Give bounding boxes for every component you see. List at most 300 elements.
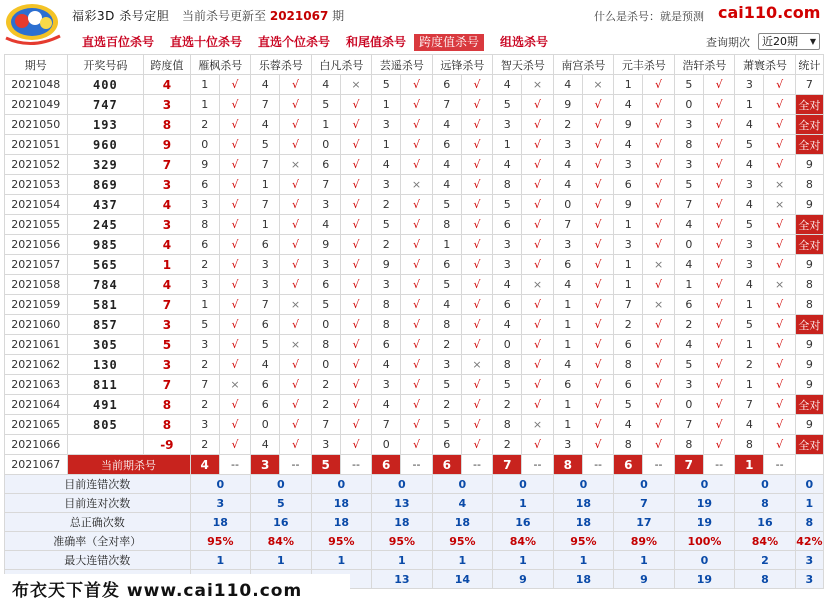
check-icon: √ [582,275,613,295]
current-kill-number: 8 [553,455,582,475]
span-value-cell: 4 [144,235,190,255]
column-header: 跨度值 [144,55,190,75]
kill-number-cell: 7 [190,375,219,395]
correct-count-cell: 7 [795,75,823,95]
stats-value: 84% [735,532,796,551]
kill-number-cell: 4 [432,175,461,195]
kill-number-cell: 7 [735,395,764,415]
kill-number-cell: 2 [190,355,219,375]
table-row [5,175,824,195]
kill-number-cell: 4 [553,75,582,95]
kill-number-cell: 5 [372,75,401,95]
check-icon: √ [643,315,674,335]
current-kill-number: 3 [251,455,280,475]
kill-number-cell: 4 [493,155,522,175]
check-icon: √ [643,155,674,175]
kill-number-cell: 2 [190,435,219,455]
nav-tab-3[interactable]: 和尾值杀号 [346,35,407,49]
check-icon: √ [461,375,492,395]
winning-number-cell: 805 [67,415,144,435]
all-correct-badge: 全对 [795,435,823,455]
check-icon: √ [703,235,734,255]
cross-icon: × [643,255,674,275]
check-icon: √ [643,415,674,435]
kill-number-cell: 6 [251,235,280,255]
column-header: 浩轩杀号 [674,55,735,75]
check-icon: √ [280,135,311,155]
kill-number-cell: 5 [735,215,764,235]
check-icon: √ [280,175,311,195]
stats-value: 16 [251,513,312,532]
current-kill-number: 7 [493,455,522,475]
check-icon: √ [280,435,311,455]
kill-number-cell: 6 [493,215,522,235]
check-icon: √ [582,215,613,235]
stats-value: 19 [674,513,735,532]
check-icon: √ [340,395,371,415]
check-icon: √ [461,175,492,195]
kill-number-cell: 6 [553,255,582,275]
check-icon: √ [522,195,553,215]
stats-total: 3 [795,551,823,570]
kill-number-cell: 3 [432,355,461,375]
kill-number-cell: 6 [432,435,461,455]
check-icon: √ [582,95,613,115]
stats-total: 8 [795,513,823,532]
kill-number-cell: 5 [614,395,643,415]
check-icon: √ [401,295,432,315]
kill-number-cell: 3 [251,275,280,295]
kill-number-cell: 4 [614,135,643,155]
stats-value: 1 [251,551,312,570]
column-header: 元丰杀号 [614,55,675,75]
check-icon: √ [764,215,795,235]
table-row [5,75,824,95]
check-icon: √ [340,135,371,155]
nav-tab-4[interactable]: 跨度值杀号 [414,34,484,51]
winning-number-cell: 581 [67,295,144,315]
span-value-cell: -9 [144,435,190,455]
kill-number-cell: 7 [674,195,703,215]
stats-value: 0 [190,475,251,494]
cross-icon: × [219,375,250,395]
stats-value: 18 [311,513,372,532]
kill-number-cell: 8 [493,355,522,375]
stats-total: 42% [795,532,823,551]
table-row [5,435,824,455]
check-icon: √ [522,395,553,415]
check-icon: √ [401,155,432,175]
kill-number-cell: 8 [372,295,401,315]
check-icon: √ [764,375,795,395]
stats-value: 95% [432,532,493,551]
kill-number-cell: 6 [432,135,461,155]
stats-value: 18 [553,494,614,513]
kill-number-cell: 9 [372,255,401,275]
period-cell: 2021048 [5,75,68,95]
stats-value: 0 [735,475,796,494]
kill-number-cell: 0 [674,95,703,115]
kill-number-cell: 2 [190,255,219,275]
stats-value: 0 [311,475,372,494]
kill-number-cell: 3 [493,255,522,275]
stats-value: 89% [614,532,675,551]
check-icon: √ [461,275,492,295]
check-icon: √ [219,235,250,255]
table-row [5,195,824,215]
check-icon: √ [219,155,250,175]
check-icon: √ [340,175,371,195]
span-value-cell: 4 [144,75,190,95]
pending-mark: -- [643,455,674,475]
stats-total: 3 [795,570,823,589]
column-header: 南宫杀号 [553,55,614,75]
kill-number-cell: 7 [553,215,582,235]
column-header: 统计 [795,55,823,75]
check-icon: √ [643,275,674,295]
check-icon: √ [703,295,734,315]
period-cell: 2021055 [5,215,68,235]
kill-number-cell: 4 [735,195,764,215]
current-kill-row [5,455,824,475]
check-icon: √ [280,95,311,115]
kill-number-cell: 5 [432,195,461,215]
kill-number-cell: 2 [311,375,340,395]
check-icon: √ [401,75,432,95]
kill-number-cell: 8 [614,435,643,455]
check-icon: √ [280,195,311,215]
check-icon: √ [764,235,795,255]
kill-number-cell: 6 [674,295,703,315]
check-icon: √ [280,355,311,375]
check-icon: √ [461,395,492,415]
check-icon: √ [280,75,311,95]
check-icon: √ [703,135,734,155]
current-kill-number: 7 [674,455,703,475]
check-icon: √ [582,335,613,355]
stats-value: 95% [190,532,251,551]
kill-number-cell: 3 [735,235,764,255]
kill-number-cell: 5 [311,295,340,315]
stats-label: 总正确次数 [5,513,191,532]
kill-number-cell: 4 [372,155,401,175]
kill-number-cell: 0 [493,335,522,355]
kill-number-cell: 0 [674,395,703,415]
period-cell: 2021067 [5,455,68,475]
check-icon: √ [461,115,492,135]
kill-number-cell: 7 [311,415,340,435]
stats-value: 1 [432,551,493,570]
table-row [5,115,824,135]
stats-value: 18 [553,513,614,532]
cross-icon: × [643,295,674,315]
stats-value: 7 [614,494,675,513]
stats-value: 8 [735,494,796,513]
stats-value: 1 [493,494,554,513]
check-icon: √ [582,235,613,255]
check-icon: √ [582,175,613,195]
kill-number-cell: 5 [372,215,401,235]
check-icon: √ [764,335,795,355]
check-icon: √ [219,115,250,135]
kill-number-cell: 7 [251,295,280,315]
period-select[interactable]: 近20期 ▼ [758,33,820,50]
stats-value: 19 [674,494,735,513]
kill-number-cell: 4 [251,75,280,95]
current-kill-number: 4 [190,455,219,475]
updated-period: 2021067 [269,9,329,23]
kill-number-cell: 6 [251,315,280,335]
kill-number-cell: 1 [614,255,643,275]
nav-tab-5[interactable]: 组选杀号 [500,35,549,49]
check-icon: √ [340,95,371,115]
check-icon: √ [340,375,371,395]
current-kill-number: 6 [432,455,461,475]
stats-value: 0 [432,475,493,494]
kill-number-cell: 2 [735,355,764,375]
correct-count-cell: 9 [795,335,823,355]
stats-value: 13 [372,570,433,589]
kill-number-cell: 4 [735,275,764,295]
nav-tab-1[interactable]: 直选十位杀号 [170,35,243,49]
check-icon: √ [280,275,311,295]
kill-number-cell: 2 [190,115,219,135]
check-icon: √ [703,275,734,295]
stats-value: 0 [251,475,312,494]
kill-number-cell: 5 [674,175,703,195]
check-icon: √ [582,155,613,175]
stats-value: 0 [674,475,735,494]
stats-total: 1 [795,494,823,513]
all-correct-badge: 全对 [795,235,823,255]
kill-number-cell: 3 [674,155,703,175]
period-label: 查询期次 [706,36,750,49]
kill-number-cell: 6 [493,295,522,315]
winning-number-cell: 437 [67,195,144,215]
kill-number-cell: 4 [674,335,703,355]
kill-number-cell: 4 [553,275,582,295]
kill-number-cell: 2 [674,315,703,335]
check-icon: √ [522,315,553,335]
period-cell: 2021059 [5,295,68,315]
check-icon: √ [522,375,553,395]
current-kill-number: 5 [311,455,340,475]
kill-number-cell: 1 [311,115,340,135]
kill-number-cell: 6 [614,175,643,195]
kill-number-cell: 8 [493,175,522,195]
kill-number-cell: 4 [614,95,643,115]
check-icon: √ [340,275,371,295]
kill-number-cell: 4 [251,115,280,135]
stats-value: 18 [372,513,433,532]
period-cell: 2021058 [5,275,68,295]
check-icon: √ [643,335,674,355]
kill-number-cell: 7 [251,155,280,175]
check-icon: √ [280,215,311,235]
period-cell: 2021057 [5,255,68,275]
kill-number-cell: 1 [553,295,582,315]
check-icon: √ [461,95,492,115]
pending-mark: -- [461,455,492,475]
check-icon: √ [219,255,250,275]
table-row [5,315,824,335]
kill-number-cell: 3 [251,255,280,275]
kill-number-cell: 0 [311,135,340,155]
kill-number-cell: 3 [735,255,764,275]
check-icon: √ [461,75,492,95]
span-value-cell: 8 [144,415,190,435]
kill-number-cell: 3 [311,255,340,275]
kill-number-cell: 8 [735,435,764,455]
kill-number-cell: 6 [190,235,219,255]
check-icon: √ [582,375,613,395]
check-icon: √ [219,75,250,95]
kill-number-cell: 6 [553,375,582,395]
period-cell: 2021064 [5,395,68,415]
correct-count-cell: 9 [795,155,823,175]
table-row [5,215,824,235]
check-icon: √ [703,355,734,375]
check-icon: √ [764,295,795,315]
stats-value: 18 [553,570,614,589]
kill-number-cell: 1 [553,395,582,415]
check-icon: √ [219,295,250,315]
check-icon: √ [401,255,432,275]
kill-number-cell: 5 [251,335,280,355]
cross-icon: × [401,175,432,195]
check-icon: √ [401,395,432,415]
period-cell: 2021052 [5,155,68,175]
check-icon: √ [461,335,492,355]
check-icon: √ [340,315,371,335]
kill-number-cell: 1 [614,215,643,235]
kill-number-cell: 8 [432,315,461,335]
stats-value: 8 [735,570,796,589]
check-icon: √ [522,255,553,275]
check-icon: √ [643,115,674,135]
span-value-cell: 8 [144,115,190,135]
kill-number-cell: 3 [372,275,401,295]
kill-number-cell: 0 [251,415,280,435]
span-value-cell: 7 [144,375,190,395]
winning-number-cell: 400 [67,75,144,95]
check-icon: √ [219,195,250,215]
span-value-cell: 3 [144,215,190,235]
table-row [5,335,824,355]
kill-number-cell: 9 [311,235,340,255]
check-icon: √ [340,255,371,275]
table-row [5,355,824,375]
kill-number-cell: 3 [372,375,401,395]
winning-number-cell: 130 [67,355,144,375]
stats-value: 2 [735,551,796,570]
check-icon: √ [219,175,250,195]
span-value-cell: 3 [144,315,190,335]
check-icon: √ [340,355,371,375]
check-icon: √ [582,355,613,375]
check-icon: √ [219,435,250,455]
kill-number-cell: 8 [372,315,401,335]
period-cell: 2021062 [5,355,68,375]
nav-tab-2[interactable]: 直选个位杀号 [258,35,331,49]
stats-value: 0 [553,475,614,494]
kill-number-cell: 2 [311,395,340,415]
check-icon: √ [764,255,795,275]
kill-number-cell: 1 [735,335,764,355]
winning-number-cell: 960 [67,135,144,155]
kill-number-cell: 1 [190,295,219,315]
current-kill-label: 当前期杀号 [67,455,190,475]
column-header: 智天杀号 [493,55,554,75]
check-icon: √ [582,255,613,275]
kill-number-cell: 7 [432,95,461,115]
period-cell: 2021049 [5,95,68,115]
stats-value: 18 [190,513,251,532]
kill-number-cell: 1 [251,215,280,235]
stats-value: 0 [493,475,554,494]
check-icon: √ [461,315,492,335]
pending-mark: -- [582,455,613,475]
kill-number-cell: 4 [553,355,582,375]
site-link[interactable]: cai110.com [718,3,821,22]
check-icon: √ [703,415,734,435]
cross-icon: × [280,335,311,355]
span-value-cell: 7 [144,155,190,175]
check-icon: √ [643,135,674,155]
kill-number-cell: 2 [493,395,522,415]
check-icon: √ [703,155,734,175]
kill-number-cell: 9 [614,115,643,135]
span-value-cell: 8 [144,395,190,415]
check-icon: √ [219,415,250,435]
kill-number-cell: 6 [311,275,340,295]
kill-number-cell: 5 [251,135,280,155]
kill-number-cell: 2 [372,195,401,215]
check-icon: √ [582,115,613,135]
check-icon: √ [461,415,492,435]
kill-number-cell: 3 [190,335,219,355]
check-icon: √ [764,115,795,135]
kill-number-cell: 5 [735,315,764,335]
winning-number-cell: 857 [67,315,144,335]
check-icon: √ [643,175,674,195]
period-cell: 2021054 [5,195,68,215]
stats-value: 18 [311,494,372,513]
period-cell: 2021050 [5,115,68,135]
nav-tab-0[interactable]: 直选百位杀号 [82,35,155,49]
kill-number-cell: 3 [735,175,764,195]
correct-count-cell: 8 [795,295,823,315]
column-header: 雁枫杀号 [190,55,251,75]
cross-icon: × [522,415,553,435]
kill-number-table [4,54,824,589]
all-correct-badge: 全对 [795,135,823,155]
stats-row [5,551,824,570]
kill-number-cell: 7 [674,415,703,435]
check-icon: √ [522,295,553,315]
kill-number-cell: 4 [735,115,764,135]
check-icon: √ [219,95,250,115]
period-cell: 2021053 [5,175,68,195]
check-icon: √ [522,435,553,455]
kill-number-cell: 0 [311,315,340,335]
check-icon: √ [219,215,250,235]
check-icon: √ [764,435,795,455]
kill-number-cell: 3 [311,435,340,455]
kill-number-cell: 5 [674,75,703,95]
check-icon: √ [582,135,613,155]
check-icon: √ [703,395,734,415]
